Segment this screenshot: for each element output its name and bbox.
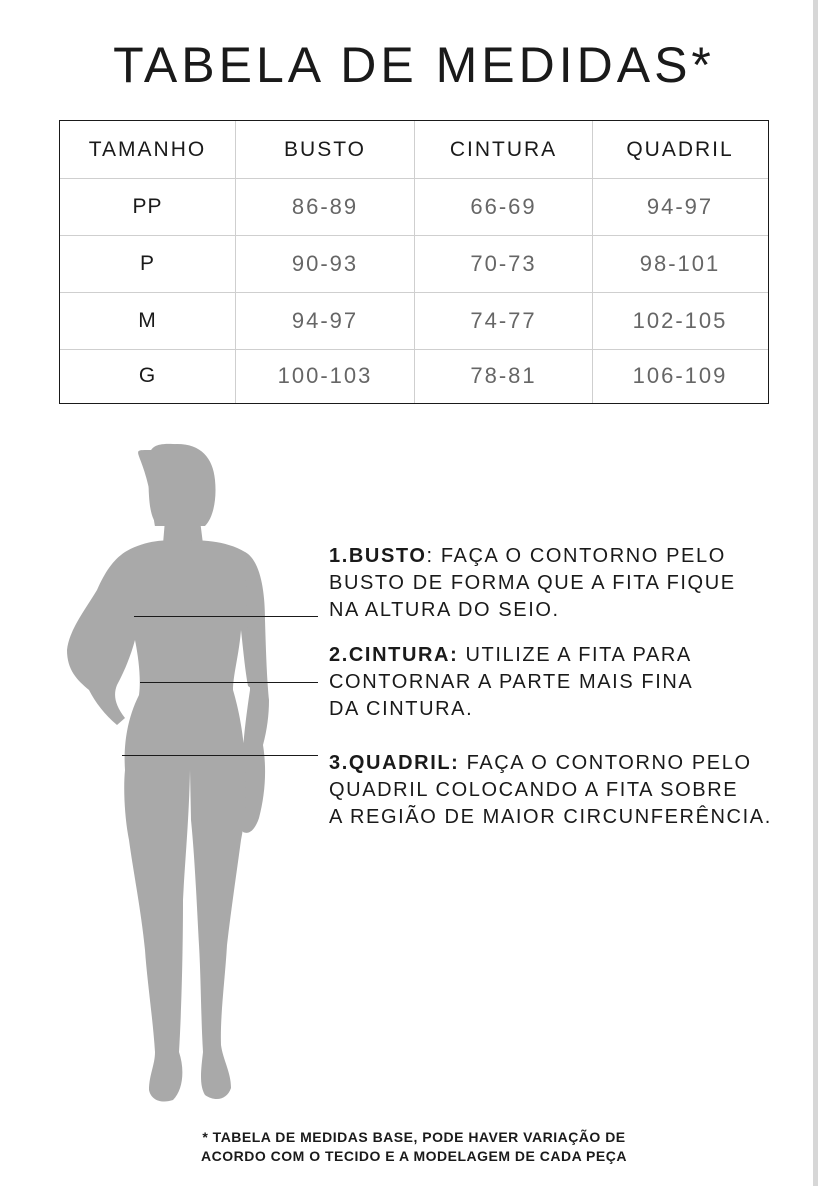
cintura-cell: 66-69 — [415, 178, 593, 235]
instruction-text: : FAÇA O CONTORNO PELO — [426, 545, 726, 567]
busto-cell: 100-103 — [236, 349, 415, 403]
page-title: TABELA DE MEDIDAS* — [113, 37, 715, 93]
instruction-text: FAÇA O CONTORNO PELO — [459, 752, 752, 774]
scrollbar[interactable] — [813, 0, 818, 1186]
instruction-label: 3.QUADRIL: — [329, 752, 460, 774]
cintura-cell: 78-81 — [415, 349, 593, 403]
instruction-cintura — [329, 642, 809, 723]
footnote — [0, 1128, 828, 1166]
instruction-text: A REGIÃO DE MAIOR CIRCUNFERÊNCIA. — [329, 806, 772, 828]
cintura-cell: 74-77 — [415, 292, 593, 349]
instruction-text: UTILIZE A FITA PARA — [458, 644, 692, 666]
footnote-line: ACORDO COM O TECIDO E A MODELAGEM DE CADA PEÇA — [201, 1148, 627, 1164]
instruction-quadril — [329, 750, 809, 831]
instruction-text: BUSTO DE FORMA QUE A FITA FIQUE — [329, 572, 736, 594]
quadril-cell: 98-101 — [639, 250, 721, 276]
cintura-measure-line — [140, 682, 318, 683]
instruction-busto — [329, 543, 809, 624]
instruction-label: 2.CINTURA: — [329, 644, 459, 666]
table-row — [60, 235, 768, 292]
quadril-cell: 106-109 — [632, 363, 728, 388]
instruction-text: QUADRIL COLOCANDO A FITA SOBRE — [329, 779, 739, 801]
quadril-cell: 102-105 — [632, 307, 728, 333]
cintura-cell: 70-73 — [415, 235, 593, 292]
size-cell: PP — [60, 178, 236, 235]
size-cell: G — [60, 349, 236, 403]
footnote-line: * TABELA DE MEDIDAS BASE, PODE HAVER VARIAÇÃO DE — [202, 1129, 626, 1145]
busto-cell: 94-97 — [236, 292, 415, 349]
table-row — [60, 349, 768, 403]
size-table — [59, 120, 769, 404]
size-cell: M — [60, 292, 236, 349]
header-busto: BUSTO — [236, 121, 415, 178]
table-row — [60, 292, 768, 349]
busto-cell: 86-89 — [236, 178, 415, 235]
busto-cell: 90-93 — [236, 235, 415, 292]
quadril-cell: 94-97 — [646, 193, 714, 219]
header-tamanho: TAMANHO — [60, 121, 236, 178]
table-row — [60, 178, 768, 235]
instruction-text: CONTORNAR A PARTE MAIS FINA — [329, 671, 694, 693]
quadril-measure-line — [122, 755, 318, 756]
header-cintura: CINTURA — [415, 121, 593, 178]
table-header-row — [60, 121, 768, 178]
instruction-label: 1.BUSTO — [329, 545, 427, 567]
instruction-text: DA CINTURA. — [329, 698, 474, 720]
size-cell: P — [60, 235, 236, 292]
busto-measure-line — [134, 616, 318, 617]
header-quadril: QUADRIL — [626, 137, 734, 161]
instruction-text: NA ALTURA DO SEIO. — [329, 599, 560, 621]
woman-silhouette-icon — [55, 440, 280, 1110]
